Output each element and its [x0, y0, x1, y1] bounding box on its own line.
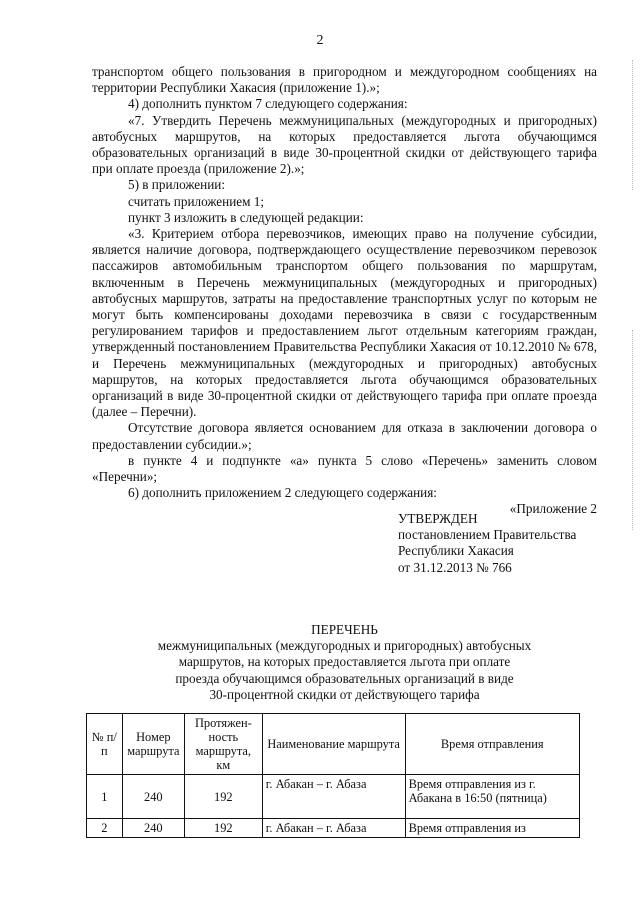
paragraph: «7. Утвердить Перечень межмуниципальных (междугородных и пригородных) автобусных маршрутов, на которых предоставляется льгота обучающимся образовательных организаций в виде 30-процентной скидки от действующего тарифа при оплате проезда (приложение 2).»; [92, 112, 597, 177]
paragraph: пункт 3 изложить в следующей редакции: [128, 209, 364, 225]
paragraph: Отсутствие договора является основанием для отказа в заключении договора о предоставлении субсидии.»; [92, 420, 597, 452]
approval-line: от 31.12.2013 № 766 [398, 559, 512, 575]
cell-number: 2 [87, 819, 123, 838]
header-number: № п/п [87, 714, 123, 775]
approval-block [398, 511, 618, 576]
table-header-row [87, 714, 580, 775]
scan-edge-mark [632, 60, 634, 190]
scan-edge-mark [632, 330, 634, 530]
approval-line: постановлением Правительства [398, 527, 577, 543]
paragraph: 5) в приложении: [128, 177, 225, 193]
paragraph: считать приложением 1; [128, 193, 265, 209]
approval-line: УТВЕРЖДЕН [398, 511, 478, 526]
list-title-line: межмуниципальных (междугородных и пригородных) автобусных [157, 638, 532, 654]
cell-route-length: 192 [184, 775, 262, 819]
amendment-text [92, 64, 597, 518]
paragraph: «3. Критерием отбора перевозчиков, имеющих право на получение субсидии, является наличие договора, подтверждающего осуществление перевозчиком перевозок пассажиров автомобильным транспортом общего пользования по маршрутам, включенным в Перечень межмуниципальных (междугородных и пригородных) автобусных маршрутов, затраты на предоставление транспортных услуг по которым не могут быть компенсированы доходами перевозчика в связи с государственным регулированием тарифов и предоставлением льгот отдельным категориям граждан, утвержденный постановлением Правительства Республики Хакасия от 10.12.2010 № 678, и Перечень межмуниципальных (междугородных и пригородных) автобусных маршрутов, на которых предоставляется льгота обучающимся образовательных организаций в виде 30-процентной скидки от действующего тарифа при оплате проезда (далее – Перечни). [92, 226, 597, 420]
cell-number: 1 [87, 775, 123, 819]
header-route-name: Наименование маршрута [262, 714, 405, 775]
cell-route-name: г. Абакан – г. Абаза [262, 775, 405, 819]
page-number: 2 [316, 33, 324, 48]
header-departure-time: Время отправления [405, 714, 579, 775]
header-route-length: Протяжен-ность маршрута, км [184, 714, 262, 775]
list-heading: ПЕРЕЧЕНЬ [311, 622, 378, 637]
list-title-line: маршрутов, на которых предоставляется льгота при оплате [178, 654, 511, 670]
cell-route-length: 192 [184, 819, 262, 838]
appendix-label: «Приложение 2 [509, 501, 597, 517]
paragraph: 6) дополнить приложением 2 следующего содержания: [128, 485, 437, 501]
table-row [87, 819, 580, 838]
routes-table [86, 713, 580, 838]
approval-line: Республики Хакасия [398, 543, 514, 559]
cell-route-number: 240 [122, 775, 184, 819]
cell-route-name: г. Абакан – г. Абаза [262, 819, 405, 838]
paragraph: транспортом общего пользования в пригородном и междугородном сообщениях на территории Республики Хакасия (приложение 1).»; [92, 64, 597, 96]
table-row [87, 775, 580, 819]
cell-route-number: 240 [122, 819, 184, 838]
cell-departure-time: Время отправления из [405, 819, 579, 838]
list-title [92, 622, 597, 703]
paragraph: 4) дополнить пунктом 7 следующего содержания: [128, 96, 408, 112]
paragraph: в пункте 4 и подпункте «а» пункта 5 слово «Перечень» заменить словом «Перечни»; [92, 452, 597, 485]
cell-departure-time: Время отправления из г. Абакана в 16:50 (пятница) [405, 775, 579, 819]
header-route-number: Номер маршрута [122, 714, 184, 775]
list-title-line: 30-процентной скидки от действующего тарифа [209, 686, 480, 702]
list-title-line: проезда обучающимся образовательных организаций в виде [175, 670, 514, 686]
